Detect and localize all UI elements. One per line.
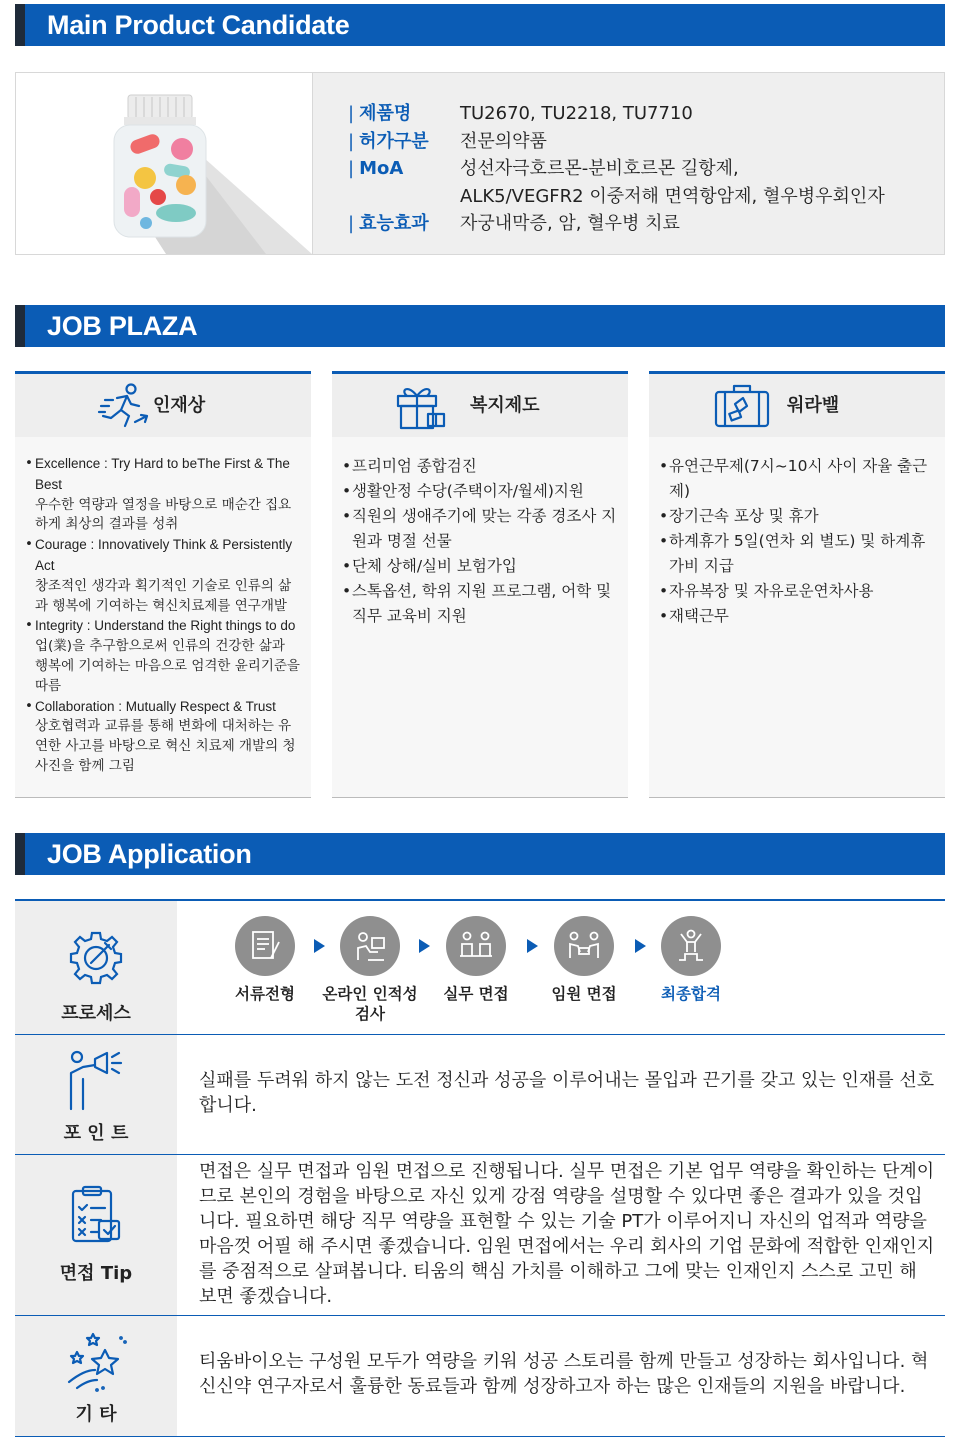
etc-row	[15, 1316, 945, 1437]
gear-process-icon	[65, 927, 127, 989]
welfare-column-header	[332, 374, 628, 437]
welfare-column	[332, 371, 628, 798]
step-document-screening	[215, 916, 315, 1004]
step-label: 실무 면접	[443, 985, 509, 1003]
list-item: • Integrity : Understand the Right things to do 업(業)을 추구함으로써 인류의 건강한 삶과 행복에 기여하는 마음으로 엄격한 윤리기준을 따름	[25, 616, 301, 696]
document-icon	[247, 928, 283, 964]
job-plaza-title: JOB PLAZA	[47, 311, 198, 341]
list-item: • Excellence : Try Hard to beThe First & The Best 우수한 역량과 열정을 바탕으로 매순간 집요하게 최상의 결과를 성취	[25, 454, 301, 535]
list-item: • 하계휴가 5일(연차 외 별도) 및 하계휴가비 지급	[659, 529, 935, 579]
product-section-header	[15, 4, 945, 46]
list-item: • 스톡옵션, 학위 지원 프로그램, 어학 및 직무 교육비 지원	[342, 579, 618, 629]
etc-label: 기 타	[75, 1404, 117, 1425]
list-item: • 프리미엄 종합검진	[342, 454, 618, 479]
product-row-name: | 제품명 TU2670, TU2218, TU7710	[348, 100, 885, 128]
product-image	[16, 73, 313, 254]
step-label: 서류전형	[235, 985, 295, 1003]
list-item: • 생활안정 수당(주택이자/월세)지원	[342, 479, 618, 504]
process-label: 프로세스	[61, 1003, 131, 1024]
job-plaza-header	[15, 305, 945, 347]
medicine-bottle-icon	[16, 73, 312, 254]
list-item: • 재택근무	[659, 604, 935, 629]
process-row	[15, 901, 945, 1035]
product-row-label: 허가구분	[359, 130, 429, 152]
job-application-header	[15, 833, 945, 875]
product-row-approval: | 허가구분 전문의약품	[348, 128, 885, 156]
product-row-label: MoA	[359, 158, 404, 179]
point-label: 포 인 트	[63, 1123, 129, 1144]
product-row-label: 효능효과	[359, 213, 429, 234]
talent-list	[15, 437, 311, 777]
list-item: • 단체 상해/실비 보험가입	[342, 554, 618, 579]
job-application-title: JOB Application	[47, 839, 252, 869]
interview-tip-row	[15, 1155, 945, 1316]
interview-icon	[458, 928, 494, 964]
etc-text: 티움바이오는 구성원 모두가 역량을 키워 성공 스토리를 함께 만들고 성장하는 회사입니다. 혁신신약 연구자로서 훌륭한 동료들과 함께 성장하고자 하는 많은 인재들의 지원을 바랍니다.	[199, 1351, 929, 1397]
interview-tip-text: 면접은 실무 면접과 임원 면접으로 진행됩니다. 실무 면접은 기본 업무 역량을 확인하는 단계이므로 본인의 경험을 바탕으로 자신 있게 강점 역량을 설명할 수 있다면 좋은 결과가 있을 것입니다. 필요하면 해당 직무 역량을 표현할 수 있는 기술 PT가 이루어지니 자신의 업적과 역량을 마음껏 어필 해 주시면 좋겠습니다. 임원 면접에서는 우리 회사의 기업 문화에 적합한 인재인지를 중점적으로 살펴봅니다. 티움의 핵심 가치를 이해하고 그에 맞는 인재인지 스스로 고민 해 보면 좋겠습니다.	[199, 1161, 935, 1307]
product-row-label: 제품명	[359, 103, 412, 124]
suitcase-icon	[713, 382, 771, 430]
executive-interview-icon	[566, 928, 602, 964]
product-section-title: Main Product Candidate	[47, 10, 350, 40]
winner-icon	[673, 928, 709, 964]
talent-column	[15, 371, 311, 798]
step-label: 최종합격	[661, 985, 721, 1003]
gift-icon	[394, 382, 448, 430]
product-info-table	[348, 100, 885, 238]
product-row-value: ALK5/VEGFR2 이중저해 면역항암제, 혈우병우회인자	[460, 185, 885, 207]
talent-column-header	[15, 374, 311, 437]
point-text: 실패를 두려워 하지 않는 도전 정신과 성공을 이루어내는 몰입과 끈기를 갖고 있는 인재를 선호합니다.	[199, 1070, 935, 1116]
list-item: • Collaboration : Mutually Respect & Trust 상호협력과 교류를 통해 변화에 대처하는 유연한 사고를 바탕으로 혁신 치료제 개발의 청사진을 함께 그림	[25, 697, 301, 777]
list-item: • Courage : Innovatively Think & Persistently Act 창조적인 생각과 획기적인 기술로 인류의 삶과 행복에 기여하는 혁신치료제를 연구개발	[25, 535, 301, 616]
list-item: • 장기근속 포상 및 휴가	[659, 504, 935, 529]
runner-icon	[95, 382, 151, 430]
online-test-icon	[352, 928, 388, 964]
list-item: • 유연근무제(7시~10시 사이 자율 출근제)	[659, 454, 935, 504]
product-row-value: TU2670, TU2218, TU7710	[460, 103, 693, 124]
product-row-value: 성선자극호르몬-분비호르몬 길항제,	[460, 158, 739, 179]
welfare-column-title: 복지제도	[470, 395, 540, 416]
product-row-moa: | MoA 성선자극호르몬-분비호르몬 길항제, ALK5/VEGFR2 이중저해 면역항암제, 혈우병우회인자	[348, 155, 885, 210]
clipboard-checklist-icon	[69, 1185, 123, 1247]
product-row-value: 자궁내막증, 암, 혈우병 치료	[460, 213, 680, 234]
work-life-balance-column-header	[649, 374, 945, 437]
shooting-star-icon	[63, 1330, 129, 1392]
step-final-pass	[641, 916, 741, 1004]
megaphone-person-icon	[65, 1049, 125, 1111]
step-label: 임원 면접	[551, 985, 617, 1003]
product-row-efficacy: | 효능효과 자궁내막증, 암, 혈우병 치료	[348, 210, 885, 238]
list-item: • 자유복장 및 자유로운연차사용	[659, 579, 935, 604]
work-life-balance-column	[649, 371, 945, 798]
step-practical-interview	[426, 916, 526, 1004]
step-online-aptitude-test	[320, 916, 420, 1024]
step-executive-interview	[534, 916, 634, 1004]
list-item: • 직원의 생애주기에 맞는 각종 경조사 지원과 명절 선물	[342, 504, 618, 554]
talent-column-title: 인재상	[153, 395, 206, 416]
step-label: 온라인 인적성검사	[322, 985, 418, 1023]
work-life-balance-list	[649, 437, 945, 629]
welfare-list	[332, 437, 628, 629]
work-life-balance-column-title: 워라밸	[787, 395, 840, 416]
product-row-value: 전문의약품	[460, 130, 547, 152]
product-card	[15, 72, 945, 255]
interview-tip-label: 면접 Tip	[59, 1263, 133, 1284]
point-row	[15, 1035, 945, 1155]
